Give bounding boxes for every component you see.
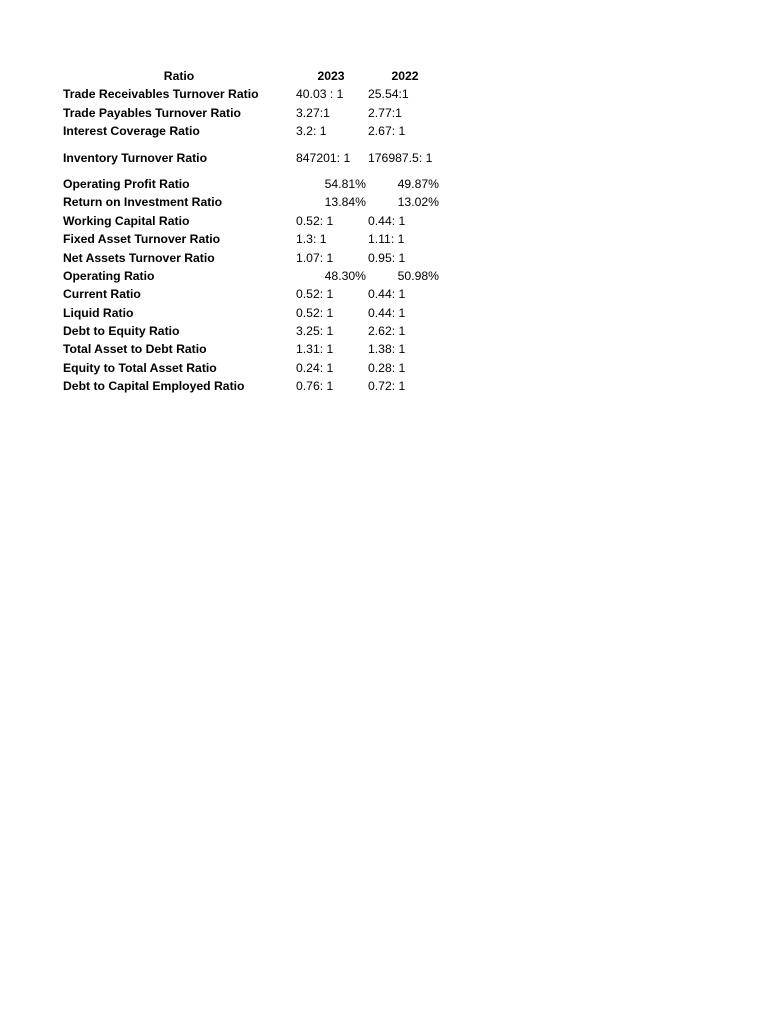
table-row bbox=[63, 267, 483, 285]
table-row bbox=[63, 193, 483, 211]
value-2022: 0.28: 1 bbox=[368, 360, 406, 375]
table-row bbox=[63, 149, 483, 167]
header-year-2023: 2023 bbox=[317, 69, 345, 83]
ratio-table bbox=[63, 67, 483, 396]
value-2022: 2.77:1 bbox=[368, 105, 402, 120]
table-row bbox=[63, 175, 483, 193]
value-2023: 0.76: 1 bbox=[296, 379, 334, 394]
ratio-name: Net Assets Turnover Ratio bbox=[63, 250, 215, 265]
value-2022: 1.11: 1 bbox=[368, 232, 405, 247]
table-row bbox=[63, 377, 483, 395]
value-2023: 0.24: 1 bbox=[296, 360, 334, 375]
value-2023: 3.2: 1 bbox=[296, 124, 327, 139]
value-2022: 0.72: 1 bbox=[368, 379, 406, 394]
value-2023: 0.52: 1 bbox=[296, 287, 334, 302]
ratio-name: Working Capital Ratio bbox=[63, 213, 190, 228]
value-2022: 25.54:1 bbox=[368, 87, 409, 102]
value-2022: 49.87% bbox=[397, 176, 439, 191]
ratio-name: Total Asset to Debt Ratio bbox=[63, 342, 207, 357]
ratio-name: Inventory Turnover Ratio bbox=[63, 150, 208, 165]
value-2022: 50.98% bbox=[397, 268, 439, 283]
table-row bbox=[63, 359, 483, 377]
ratio-name: Trade Receivables Turnover Ratio bbox=[63, 87, 259, 102]
value-2022: 0.44: 1 bbox=[368, 305, 406, 320]
value-2023: 0.52: 1 bbox=[296, 305, 334, 320]
table-row bbox=[63, 285, 483, 303]
value-2023: 1.31: 1 bbox=[296, 342, 334, 357]
value-2023: 847201: 1 bbox=[296, 150, 351, 165]
table-row bbox=[63, 85, 483, 103]
value-2023: 48.30% bbox=[324, 268, 366, 283]
table-row bbox=[63, 304, 483, 322]
value-2022: 13.02% bbox=[397, 195, 439, 210]
value-2023: 3.25: 1 bbox=[296, 324, 334, 339]
value-2022: 0.95: 1 bbox=[368, 250, 406, 265]
table-row bbox=[63, 249, 483, 267]
header-year-2022: 2022 bbox=[391, 69, 419, 83]
ratio-name: Operating Ratio bbox=[63, 268, 155, 283]
ratio-name: Equity to Total Asset Ratio bbox=[63, 360, 217, 375]
value-2022: 1.38: 1 bbox=[368, 342, 406, 357]
ratio-name: Trade Payables Turnover Ratio bbox=[63, 105, 241, 120]
ratio-name: Current Ratio bbox=[63, 287, 141, 302]
value-2023: 1.07: 1 bbox=[296, 250, 334, 265]
ratio-name: Liquid Ratio bbox=[63, 305, 134, 320]
ratio-name: Operating Profit Ratio bbox=[63, 176, 190, 191]
ratio-name: Return on Investment Ratio bbox=[63, 195, 223, 210]
table-row bbox=[63, 212, 483, 230]
value-2023: 3.27:1 bbox=[296, 105, 330, 120]
value-2023: 40.03 : 1 bbox=[296, 87, 344, 102]
ratio-name: Debt to Equity Ratio bbox=[63, 324, 180, 339]
ratio-name: Fixed Asset Turnover Ratio bbox=[63, 232, 221, 247]
value-2022: 2.62: 1 bbox=[368, 324, 406, 339]
table-row bbox=[63, 340, 483, 358]
table-row bbox=[63, 104, 483, 122]
table-header bbox=[63, 67, 483, 85]
table-row bbox=[63, 230, 483, 248]
value-2022: 0.44: 1 bbox=[368, 287, 406, 302]
ratio-name: Interest Coverage Ratio bbox=[63, 124, 200, 139]
value-2023: 1.3: 1 bbox=[296, 232, 327, 247]
value-2022: 2.67: 1 bbox=[368, 124, 406, 139]
value-2022: 0.44: 1 bbox=[368, 213, 406, 228]
value-2022: 176987.5: 1 bbox=[368, 150, 433, 165]
value-2023: 13.84% bbox=[324, 195, 366, 210]
header-ratio: Ratio bbox=[163, 69, 195, 83]
table-row bbox=[63, 322, 483, 340]
table-row bbox=[63, 122, 483, 140]
value-2023: 54.81% bbox=[324, 176, 366, 191]
ratio-name: Debt to Capital Employed Ratio bbox=[63, 379, 245, 394]
value-2023: 0.52: 1 bbox=[296, 213, 334, 228]
